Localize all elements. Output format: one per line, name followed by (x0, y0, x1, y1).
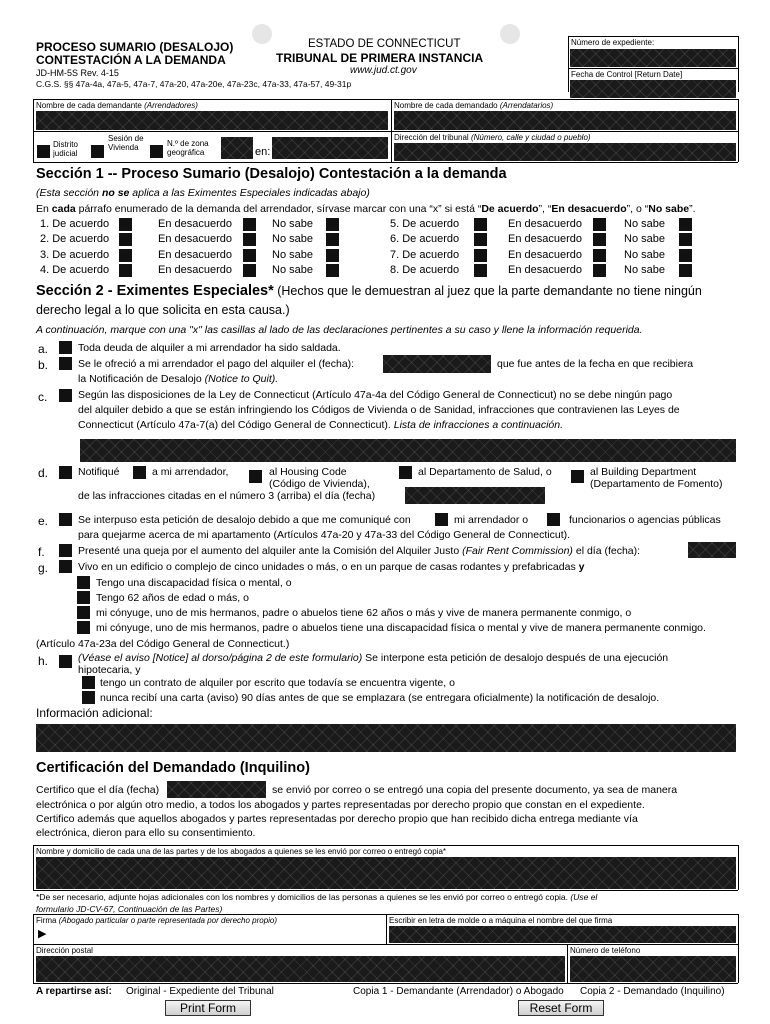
item-g1-checkbox[interactable] (77, 576, 90, 589)
dontknow-2-checkbox[interactable] (326, 233, 339, 246)
item-d-building-label: al Building Department (590, 466, 697, 478)
court-website: www.jud.ct.gov (350, 65, 417, 76)
docket-number-field[interactable] (570, 49, 736, 67)
item-d-housing-code-label: al Housing Code (269, 466, 347, 478)
defendants-label: Nombre de cada demandado (Arrendatarios) (394, 101, 554, 110)
dontknow-8-checkbox[interactable] (679, 264, 692, 277)
additional-info-field[interactable] (36, 724, 736, 752)
disagree-5-checkbox[interactable] (593, 218, 606, 231)
court-address-field[interactable] (394, 143, 736, 161)
distribution-label: A repartirse así: (36, 986, 112, 997)
section2-title-line2: derecho legal a lo que solicita en esta causa.) (36, 303, 290, 317)
plaintiffs-field[interactable] (36, 111, 388, 130)
item-e-text: Se interpuso esta petición de desalojo debido a que me comuniqué con (78, 514, 411, 526)
disagree-4-checkbox[interactable] (243, 264, 256, 277)
item-e-landlord-checkbox[interactable] (435, 513, 448, 526)
punch-hole-left (252, 24, 272, 44)
item-d-building-checkbox[interactable] (571, 470, 584, 483)
item-d-landlord-checkbox[interactable] (133, 466, 146, 479)
cert-text-4: electrónica, dieron para ello su consentimiento. (36, 827, 256, 839)
item-d-date-field[interactable] (405, 487, 545, 504)
dontknow-label: No sabe (624, 218, 665, 230)
item-d-text-2: de las infracciones citadas en el número 3 (arriba) el día (fecha) (78, 490, 376, 502)
item-e-landlord-label: mi arrendador o (454, 514, 529, 526)
form-title-line2: CONTESTACIÓN A LA DEMANDA (36, 53, 226, 67)
item-a-text: Toda deuda de alquiler a mi arrendador ha sido saldada. (78, 342, 341, 354)
item-c-text-1: Según las disposiciones de la Ley de Connecticut (Artículo 47a-4a del Código General de Connecticut) no se debe ningún pago (78, 389, 673, 401)
plaintiffs-label: Nombre de cada demandante (Arrendadores) (36, 101, 198, 110)
signature-arrow-icon: ▶ (38, 928, 47, 940)
item-h-text: (Véase el aviso [Notice] al dorso/página 2 de este formulario) Se interpone esta petición de desalojo después de una ejecución (78, 652, 669, 664)
geographic-area-label: N.º de zona geográfica (167, 139, 209, 157)
item-e-letter: e. (38, 514, 49, 528)
item-g3-checkbox[interactable] (77, 606, 90, 619)
control-date-label: Fecha de Control [Return Date] (571, 70, 683, 79)
cert-text-1b: se envió por correo o se entregó una copia del presente documento, ya sea de manera (272, 784, 678, 796)
item-g-reference: (Artículo 47a-23a del Código General de Connecticut.) (36, 638, 290, 650)
dontknow-label: No sabe (624, 264, 665, 276)
cert-text-2: electrónica o por algún otro medio, a todos los abogados y partes representadas por derecho propio que constan en el expediente. (36, 799, 645, 811)
item-d-checkbox[interactable] (59, 466, 72, 479)
dontknow-label: No sabe (272, 249, 313, 261)
agree-label: 8. De acuerdo (390, 264, 460, 276)
distribution-original: Original - Expediente del Tribunal (126, 986, 274, 997)
item-g2-text: Tengo 62 años de edad o más, o (96, 592, 249, 604)
item-f-date-field[interactable] (688, 542, 736, 558)
item-g2-checkbox[interactable] (77, 591, 90, 604)
certification-title: Certificación del Demandado (Inquilino) (36, 760, 310, 776)
dontknow-label: No sabe (272, 218, 313, 230)
item-h-text-2: hipotecaria, y (78, 664, 141, 676)
disagree-7-checkbox[interactable] (593, 249, 606, 262)
disagree-3-checkbox[interactable] (243, 249, 256, 262)
item-c-checkbox[interactable] (59, 389, 72, 402)
item-g1-text: Tengo una discapacidad física o mental, o (96, 577, 292, 589)
signature-label: Firma (Abogado particular o parte representada por derecho propio) (36, 916, 278, 925)
disagree-label: En desacuerdo (158, 249, 232, 261)
item-g3-text: mi cónyuge, uno de mis hermanos, padre o abuelos tiene 62 años o más y vive de manera permanente conmigo, o (96, 607, 632, 619)
disagree-label: En desacuerdo (158, 233, 232, 245)
item-b-checkbox[interactable] (59, 357, 72, 370)
cert-text-1a: Certifico que el día (fecha) (36, 784, 160, 796)
item-a-checkbox[interactable] (59, 341, 72, 354)
zone-number-field[interactable] (221, 137, 253, 159)
housing-session-checkbox[interactable] (91, 145, 104, 158)
dontknow-label: No sabe (272, 233, 313, 245)
agree-label: 3. De acuerdo (40, 249, 110, 261)
disagree-label: En desacuerdo (158, 264, 232, 276)
agree-label: 5. De acuerdo (390, 218, 460, 230)
form-code: JD-HM-5S Rev. 4-15 (36, 68, 119, 78)
item-e-checkbox[interactable] (59, 513, 72, 526)
agree-2-checkbox[interactable] (119, 233, 132, 246)
dontknow-1-checkbox[interactable] (326, 218, 339, 231)
district-label: Distrito judicial (53, 140, 78, 158)
section1-instructions: En cada párrafo enumerado de la demanda del arrendador, sírvase marcar con una “x” si está “De acuerdo”, “En desacuerdo”, o “No sabe”. (36, 203, 696, 215)
item-c-text-3: Connecticut (Artículo 47a-7(a) del Código General de Connecticut). Lista de infracciones a continuación. (78, 419, 564, 431)
dontknow-3-checkbox[interactable] (326, 249, 339, 262)
item-g-letter: g. (38, 561, 49, 575)
item-d-building-label-2: (Departamento de Fomento) (590, 478, 723, 490)
print-form-button[interactable]: Print Form (165, 1000, 251, 1016)
dontknow-7-checkbox[interactable] (679, 249, 692, 262)
dontknow-label: No sabe (272, 264, 313, 276)
item-h1-text: tengo un contrato de alquiler por escrito que todavía se encuentra vigente, o (100, 677, 455, 689)
item-c-text-2: del alquiler debido a que se están infringiendo los Códigos de Vivienda o de Sanidad, infracciones que contravienen las Leyes de (78, 404, 680, 416)
item-g-checkbox[interactable] (59, 560, 72, 573)
cert-date-field[interactable] (167, 781, 266, 798)
item-e-officials-checkbox[interactable] (547, 513, 560, 526)
disagree-label: En desacuerdo (508, 233, 582, 245)
dontknow-6-checkbox[interactable] (679, 233, 692, 246)
item-g-text: Vivo en un edificio o complejo de cinco unidades o más, o en un parque de casas rodantes y prefabricadas y (78, 561, 585, 573)
item-d-landlord-label: a mi arrendador, (152, 466, 229, 478)
dontknow-label: No sabe (624, 233, 665, 245)
printed-name-field[interactable] (389, 926, 736, 943)
item-h1-checkbox[interactable] (82, 676, 95, 689)
agree-label: 6. De acuerdo (390, 233, 460, 245)
disagree-8-checkbox[interactable] (593, 264, 606, 277)
court-address-label: Dirección del tribunal (Número, calle y ciudad o pueblo) (394, 133, 591, 142)
violations-list-field[interactable] (80, 439, 736, 462)
item-f-checkbox[interactable] (59, 544, 72, 557)
agree-4-checkbox[interactable] (119, 264, 132, 277)
recipients-field[interactable] (36, 857, 736, 889)
disagree-label: En desacuerdo (158, 218, 232, 230)
item-g4-text: mi cónyuge, uno de mis hermanos, padre o abuelos tiene una discapacidad física o mental y vive de manera permanente conmigo. (96, 622, 706, 634)
agree-label: 1. De acuerdo (40, 218, 110, 230)
item-d-letter: d. (38, 466, 49, 480)
item-d-housing-code-checkbox[interactable] (249, 470, 262, 483)
recipients-footnote-2: formulario JD-CV-67, Continuación de las Partes) (36, 904, 223, 914)
mailing-address-field[interactable] (36, 956, 565, 982)
item-h-checkbox[interactable] (59, 655, 72, 668)
item-b-text-3: la Notificación de Desalojo (Notice to Quit). (78, 373, 279, 385)
mailing-address-label: Dirección postal (36, 946, 93, 955)
item-b-letter: b. (38, 358, 49, 372)
form-statutes: C.G.S. §§ 47a-4a, 47a-5, 47a-7, 47a-20, 47a-20e, 47a-23c, 47a-33, 47a-57, 49-31p (36, 79, 352, 89)
disagree-label: En desacuerdo (508, 249, 582, 261)
disagree-6-checkbox[interactable] (593, 233, 606, 246)
agree-1-checkbox[interactable] (119, 218, 132, 231)
item-b-date-field[interactable] (383, 355, 491, 373)
item-d-housing-code-label-2: (Código de Vivienda), (269, 478, 370, 490)
item-f-letter: f. (38, 545, 45, 559)
item-h-letter: h. (38, 654, 49, 668)
agree-8-checkbox[interactable] (474, 264, 487, 277)
recipients-label: Nombre y domicilio de cada una de las partes y de los abogados a quienes se les envió por correo o entregó copia* (36, 847, 447, 856)
court-location-field[interactable] (272, 137, 388, 159)
item-b-text: Se le ofreció a mi arrendador el pago del alquiler el (fecha): (78, 358, 355, 370)
agree-3-checkbox[interactable] (119, 249, 132, 262)
phone-field[interactable] (570, 956, 736, 982)
disagree-2-checkbox[interactable] (243, 233, 256, 246)
phone-label: Número de teléfono (570, 946, 641, 955)
item-g4-checkbox[interactable] (77, 621, 90, 634)
agree-5-checkbox[interactable] (474, 218, 487, 231)
control-date-field[interactable] (570, 80, 736, 98)
agree-label: 4. De acuerdo (40, 264, 110, 276)
defendants-field[interactable] (394, 111, 736, 130)
at-label: en: (255, 146, 271, 158)
printed-name-label: Escribir en letra de molde o a máquina el nombre del que firma (389, 916, 613, 925)
dontknow-5-checkbox[interactable] (679, 218, 692, 231)
section1-title: Sección 1 -- Proceso Sumario (Desalojo) Contestación a la demanda (36, 166, 507, 182)
agree-7-checkbox[interactable] (474, 249, 487, 262)
item-h2-text: nunca recibí una carta (aviso) 90 días antes de que se emplazara (se entregara oficialmente) la notificación de desalojo. (100, 692, 660, 704)
court-name: TRIBUNAL DE PRIMERA INSTANCIA (276, 51, 484, 65)
punch-hole-right (500, 24, 520, 44)
item-c-letter: c. (38, 390, 48, 404)
distribution-copy-1: Copia 1 - Demandante (Arrendador) o Abogado (353, 986, 564, 997)
item-d-health-checkbox[interactable] (399, 466, 412, 479)
item-e-text-2: para quejarme acerca de mi apartamento (Artículos 47a-20 y 47a-33 del Código General de Connecticut). (78, 529, 571, 541)
section2-instructions: A continuación, marque con una "x" las casillas al lado de las declaraciones pertinentes a su caso y llene la información requerida. (36, 324, 643, 336)
dontknow-4-checkbox[interactable] (326, 264, 339, 277)
additional-info-label: Información adicional: (36, 706, 153, 720)
housing-session-label: Sesión de Vivienda (108, 134, 144, 152)
agree-6-checkbox[interactable] (474, 233, 487, 246)
item-e-officials-label: funcionarios o agencias públicas (569, 514, 721, 526)
item-h2-checkbox[interactable] (82, 691, 95, 704)
cert-text-3: Certifico además que aquellos abogados y partes representadas por derecho propio que han recibido dicha entrega mediante vía (36, 813, 638, 825)
docket-number-label: Número de expediente: (571, 38, 655, 47)
recipients-footnote: *De ser necesario, adjunte hojas adicionales con los nombres y domicilios de las personas a quienes se les envió por correo o entregó copia. (Use el (36, 892, 598, 902)
reset-form-button[interactable]: Reset Form (518, 1000, 604, 1016)
distribution-copy-2: Copia 2 - Demandado (Inquilino) (580, 986, 725, 997)
disagree-label: En desacuerdo (508, 218, 582, 230)
item-a-letter: a. (38, 342, 49, 356)
item-b-text-2: que fue antes de la fecha en que recibiera (497, 358, 694, 370)
state-name: ESTADO DE CONNECTICUT (308, 38, 461, 50)
item-d-health-label: al Departamento de Salud, o (418, 466, 552, 478)
item-d-notified: Notifiqué (78, 466, 120, 478)
item-f-text: Presenté una queja por el aumento del alquiler ante la Comisión del Alquiler Justo (Fair Rent Commission) el día (fecha): (78, 545, 641, 557)
geographic-area-checkbox[interactable] (150, 145, 163, 158)
dontknow-label: No sabe (624, 249, 665, 261)
agree-label: 2. De acuerdo (40, 233, 110, 245)
agree-label: 7. De acuerdo (390, 249, 460, 261)
form-title-line1: PROCESO SUMARIO (DESALOJO) (36, 40, 234, 54)
district-checkbox[interactable] (37, 145, 50, 158)
section1-note: (Esta sección no se aplica a las Eximentes Especiales indicadas abajo) (36, 187, 370, 199)
disagree-1-checkbox[interactable] (243, 218, 256, 231)
disagree-label: En desacuerdo (508, 264, 582, 276)
section2-title: Sección 2 - Eximentes Especiales* (Hechos que le demuestran al juez que la parte demandante no tiene ningún (36, 283, 702, 299)
